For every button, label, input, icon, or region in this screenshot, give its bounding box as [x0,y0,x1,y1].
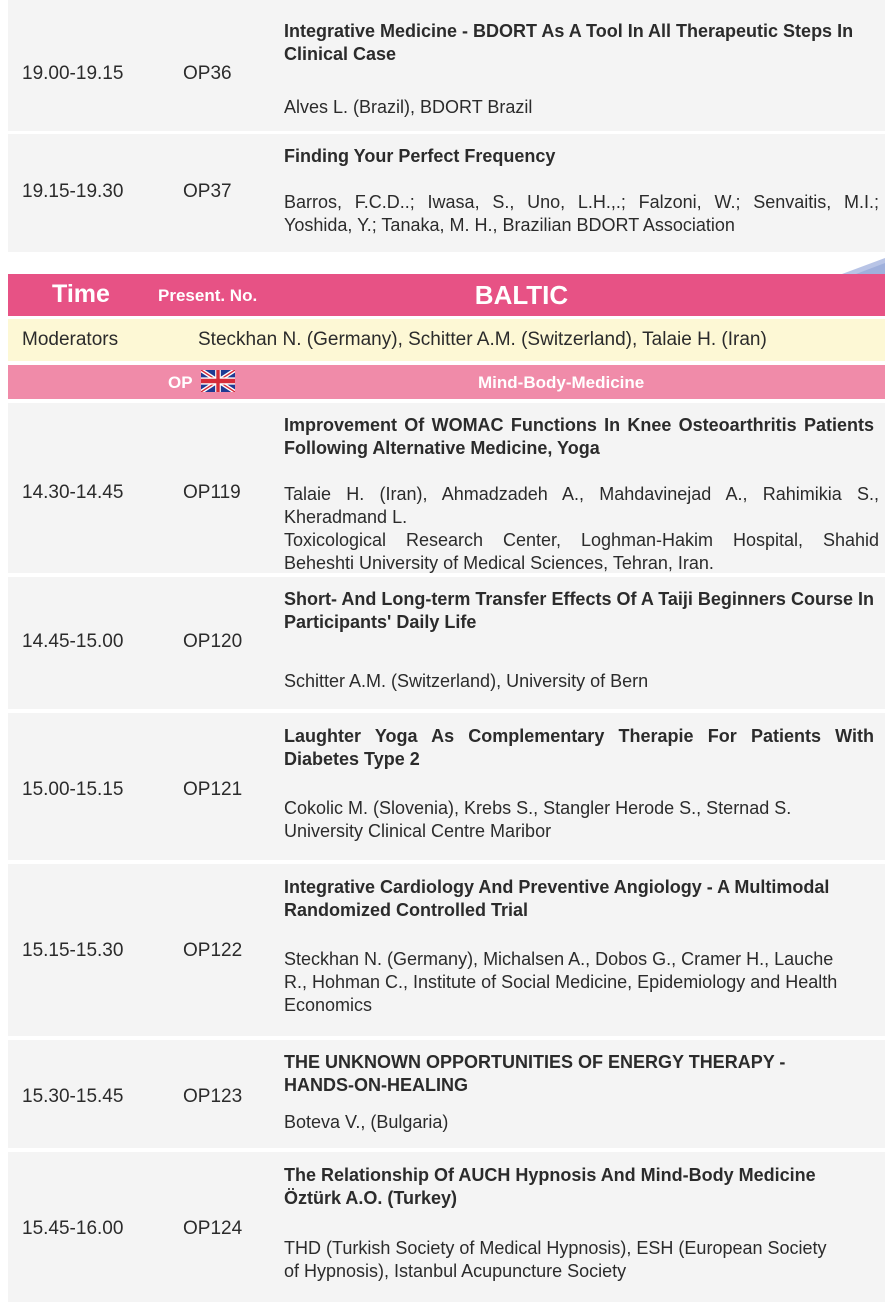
session-bar [8,365,885,399]
row-title: The Relationship Of AUCH Hypnosis And Mind-Body Medicine [284,1165,816,1185]
corner-decoration [820,258,885,274]
row-code: OP122 [183,940,243,961]
header-time-label: Time [52,280,110,308]
table-row [8,1152,885,1302]
table-row [8,1040,885,1148]
row-affiliation: Toxicological Research Center, Loghman-Hakim Hospital, Shahid Beheshti University of Medical Sciences, Tehran, Iran. [284,530,879,573]
row-code: OP123 [183,1086,243,1107]
moderators-label: Moderators [22,329,119,350]
row-presenter: Öztürk A.O. (Turkey) [284,1188,458,1208]
row-code: OP37 [183,181,232,202]
row-title: THE UNKNOWN OPPORTUNITIES OF ENERGY THERAPY -HANDS-ON-HEALING [284,1052,786,1095]
row-title: Finding Your Perfect Frequency [284,146,556,166]
session-title: Mind-Body-Medicine [478,373,645,392]
row-code: OP120 [183,631,243,652]
row-authors: Schitter A.M. (Switzerland), University of Bern [284,671,649,691]
table-row [8,134,885,252]
row-code: OP36 [183,63,232,84]
row-authors: Boteva V., (Bulgaria) [284,1112,449,1132]
row-time: 15.30-15.45 [22,1086,124,1107]
row-title: Laughter Yoga As Complementary Therapie For Patients With Diabetes Type 2 [284,726,874,769]
row-title: Integrative Cardiology And Preventive Angiology - A Multimodal Randomized Controlled Trial [284,877,830,920]
row-authors: Cokolic M. (Slovenia), Krebs S., Stangler Herode S., Sternad S. [284,798,792,818]
table-row [8,713,885,860]
row-time: 15.00-15.15 [22,779,124,800]
row-authors: Barros, F.C.D..; Iwasa, S., Uno, L.H.,.; Falzoni, W.; Senvaitis, M.I.; Yoshida, Y.; Tanaka, M. H., Brazilian BDORT Association [284,192,879,235]
row-code: OP119 [183,482,241,503]
row-title: Integrative Medicine - BDORT As A Tool In All Therapeutic Steps In Clinical Case [284,21,854,64]
table-row [8,864,885,1036]
moderators-names: Steckhan N. (Germany), Schitter A.M. (Switzerland), Talaie H. (Iran) [198,329,767,350]
row-title: Short- And Long-term Transfer Effects Of A Taiji Beginners Course In Participants' Daily Life [284,589,874,632]
row-time: 15.15-15.30 [22,940,124,961]
row-time: 14.30-14.45 [22,482,124,503]
row-time: 15.45-16.00 [22,1218,124,1239]
row-authors: Talaie H. (Iran), Ahmadzadeh A., Mahdavinejad A., Rahimikia S., Kheradmand L. [284,484,879,527]
row-time: 14.45-15.00 [22,631,124,652]
moderators-bar [8,319,885,361]
row-authors: Steckhan N. (Germany), Michalsen A., Dobos G., Cramer H., Lauche R., Hohman C., Institute of Social Medicine, Epidemiology and Health Economics [284,949,838,1015]
row-authors: THD (Turkish Society of Medical Hypnosis), ESH (European Society of Hypnosis), Istanbul Acupuncture Society [284,1238,827,1281]
session-header [8,274,885,316]
table-row [8,0,885,131]
row-time: 19.00-19.15 [22,63,124,84]
row-time: 19.15-19.30 [22,181,124,202]
row-title: Improvement Of WOMAC Functions In Knee Osteoarthritis Patients Following Alternative Medicine, Yoga [284,415,874,458]
row-code: OP121 [183,779,243,800]
row-affiliation: University Clinical Centre Maribor [284,821,552,841]
row-code: OP124 [183,1218,243,1239]
row-authors: Alves L. (Brazil), BDORT Brazil [284,97,533,117]
uk-flag-icon [201,370,235,392]
table-row [8,577,885,709]
header-presentation-label: Present. No. [158,286,258,305]
session-type: OP [168,373,193,392]
table-row [8,403,885,573]
header-room-name: BALTIC [474,280,569,310]
